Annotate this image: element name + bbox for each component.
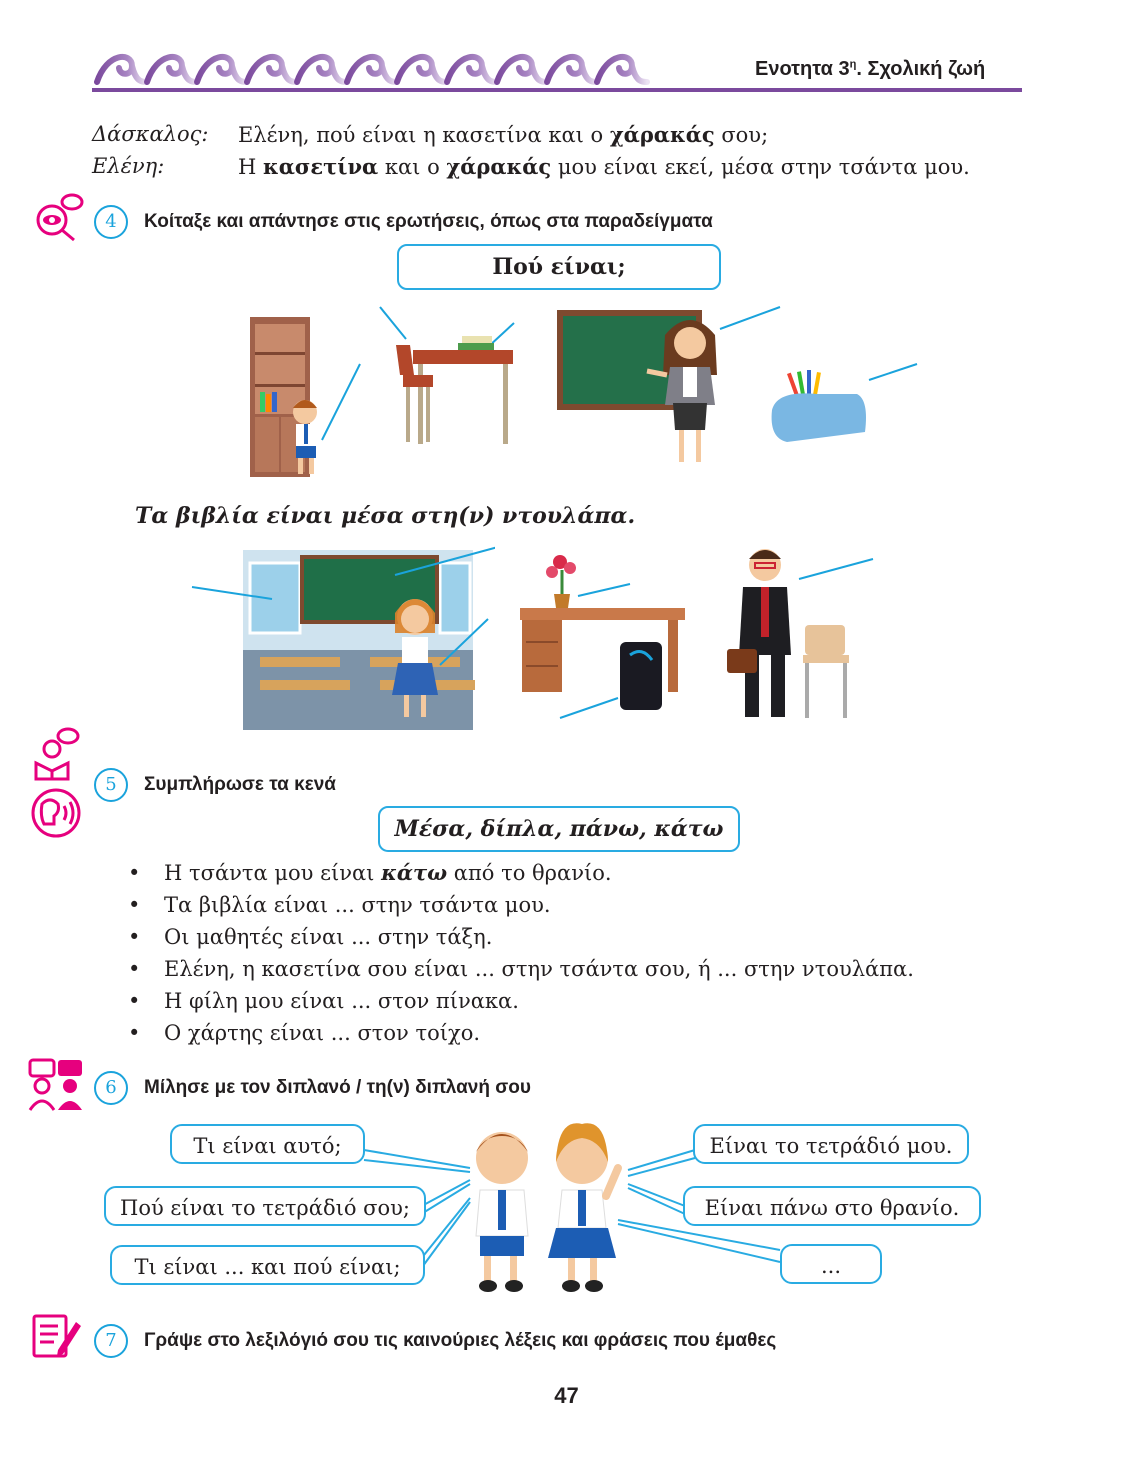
writing-icon <box>32 1312 82 1360</box>
ex5-word-box: Μέσα, δίπλα, πάνω, κάτω <box>378 806 740 852</box>
children-illustration <box>460 1118 625 1293</box>
exercise-6-title: Μίλησε με τον διπλανό / τη(ν) διπλανή σου <box>144 1077 531 1098</box>
list-item: • Τα βιβλία είναι ... στην τσάντα μου. <box>128 889 914 921</box>
dialogue-line-1: Ελένη, πού είναι η κασετίνα και ο χάρακάς σου; <box>238 122 769 147</box>
bubble-on-the-desk: Είναι πάνω στο θρανίο. <box>683 1186 981 1226</box>
teacher-board-illustration <box>555 305 785 470</box>
exercise-6-number: 6 <box>94 1071 128 1105</box>
bubble-my-notebook: Είναι το τετράδιό μου. <box>693 1124 969 1164</box>
look-icon <box>32 192 84 242</box>
exercise-7-number: 7 <box>94 1324 128 1358</box>
exercise-4-number: 4 <box>94 205 128 239</box>
desk-books-illustration <box>378 305 518 450</box>
list-item: • Ελένη, η κασετίνα σου είναι ... στην τσάντα σου, ή ... στην ντουλάπα. <box>128 953 914 985</box>
header-wave-ornament <box>92 48 662 88</box>
speaker-teacher: Δάσκαλος: <box>92 122 209 146</box>
exercise-4-title: Κοίταξε και απάντησε στις ερωτήσεις, όπως στα παραδείγματα <box>144 211 713 232</box>
dialogue-line-2: Η κασετίνα και ο χάρακάς μου είναι εκεί, μέσα στην τσάντα μου. <box>238 154 970 179</box>
bubble-blank: ... <box>780 1244 882 1284</box>
header-rule <box>92 88 1022 92</box>
bubble-where-notebook: Πού είναι το τετράδιό σου; <box>104 1186 426 1226</box>
list-item: • Η τσάντα μου είναι κάτω από το θρανίο. <box>128 857 914 889</box>
classroom-girl-illustration <box>190 545 495 731</box>
pair-talk-icon <box>28 1058 84 1112</box>
list-item: • Ο χάρτης είναι ... στον τοίχο. <box>128 1017 914 1049</box>
desk-flowers-bag-illustration <box>518 550 688 720</box>
page-number: 47 <box>554 1383 579 1408</box>
exercise-5-number: 5 <box>94 768 128 802</box>
dialogue <box>92 122 1052 192</box>
ex4-example-sentence: Τα βιβλία είναι μέσα στη(ν) ντουλάπα. <box>135 503 636 529</box>
bubble-what-is-this: Τι είναι αυτό; <box>170 1124 365 1164</box>
ex4-question-box: Πού είναι; <box>397 244 721 290</box>
bubble-what-and-where: Τι είναι ... και πού είναι; <box>110 1245 425 1285</box>
speaker-eleni: Ελένη: <box>92 154 165 178</box>
list-item: • Οι μαθητές είναι ... στην τάξη. <box>128 921 914 953</box>
speaking-icon <box>28 788 86 838</box>
man-chair-illustration <box>725 545 875 723</box>
exercise-7-title: Γράψε στο λεξιλόγιό σου τις καινούριες λέξεις και φράσεις που έμαθες <box>144 1330 777 1351</box>
cupboard-boy-illustration <box>240 312 370 484</box>
ex5-bullet-list <box>128 857 914 1049</box>
reading-icon <box>32 727 82 781</box>
pencil-case-illustration <box>757 360 922 452</box>
list-item: • Η φίλη μου είναι ... στον πίνακα. <box>128 985 914 1017</box>
exercise-5-title: Συμπλήρωσε τα κενά <box>144 774 336 795</box>
unit-title: Ενοτητα $3^\eta$. Σχολική ζωή <box>755 58 986 80</box>
